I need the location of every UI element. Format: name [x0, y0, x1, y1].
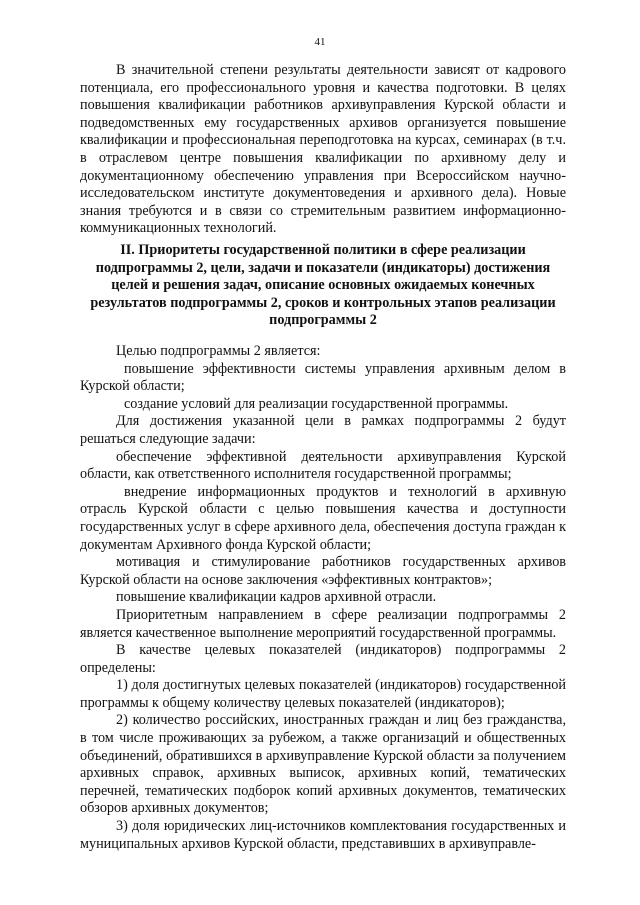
body-paragraph: создание условий для реализации государственной программы.	[124, 395, 509, 412]
intro-section	[80, 62, 566, 238]
body-paragraph: В качестве целевых показателей (индикаторов) подпрограммы 2 определены:	[80, 642, 566, 676]
body-paragraph: Приоритетным направлением в сфере реализации подпрограммы 2 является качественное выполнение мероприятий государственной программы.	[80, 606, 566, 641]
intro-paragraph: В значительной степени результаты деятельности зависят от кадрового потенциала, его профессионального уровня и качества подготовки. В целях повышения квалификации работников архивуправления Курской области и подведомственных ему государственных архивов организуется повышение квалификации и профессиональная переподготовка на курсах, семинарах (в т.ч. в отраслевом центре повышения квалификации по архивному делу и документационному обеспечению управления при Всероссийском научно-исследовательском институте документоведения и архивного дела). Новые знания требуются и в связи со стремительным развитием информационно-коммуникационных технологий.	[80, 62, 566, 237]
body-paragraph: повышение эффективности системы управления архивным делом в Курской области;	[80, 360, 566, 395]
body-paragraph: 1) доля достигнутых целевых показателей (индикаторов) государственной программы к общему количеству целевых показателей (индикаторов);	[80, 677, 566, 711]
body-section	[80, 343, 566, 853]
body-paragraph: повышение квалификации кадров архивной отрасли.	[116, 589, 437, 606]
body-paragraph: внедрение информационных продуктов и технологий в архивную отрасль Курской области с целью повышения качества и доступности государственных услуг в сфере архивного дела, обеспечения доступа граждан к документам Архивного фонда Курской области;	[80, 483, 566, 553]
body-paragraph: Целью подпрограммы 2 является:	[116, 343, 321, 359]
body-paragraph: 3) доля юридических лиц-источников комплектования государственных и муниципальных архивов Курской области, представивших в архивуправле-	[80, 818, 566, 852]
body-paragraph: Для достижения указанной цели в рамках подпрограммы 2 будут решаться следующие задачи:	[80, 413, 566, 447]
page-number: 41	[314, 36, 326, 48]
body-paragraph: мотивация и стимулирование работников государственных архивов Курской области на основе заключения «эффективных контрактов»;	[80, 554, 566, 588]
body-paragraph: 2) количество российских, иностранных граждан и лиц без гражданства, в том числе проживающих за рубежом, а также организаций и общественных объединений, обратившихся в архивуправление Курской области за получением архивных справок, архивных выписок, архивных копий, тематических перечней, тематических подборок копий архивных документов, тематических обзоров архивных документов;	[80, 712, 566, 817]
section-heading: II. Приоритеты государственной политики в сфере реализации подпрограммы 2, цели, задачи и показатели (индикаторы) достижения целей и решения задач, описание основных ожидаемых конечных результатов подпрограммы 2, сроков и контрольных этапов реализации подпрограммы 2	[90, 242, 556, 329]
body-paragraph: обеспечение эффективной деятельности архивуправления Курской области, как ответственного исполнителя государственной программы;	[80, 448, 566, 483]
